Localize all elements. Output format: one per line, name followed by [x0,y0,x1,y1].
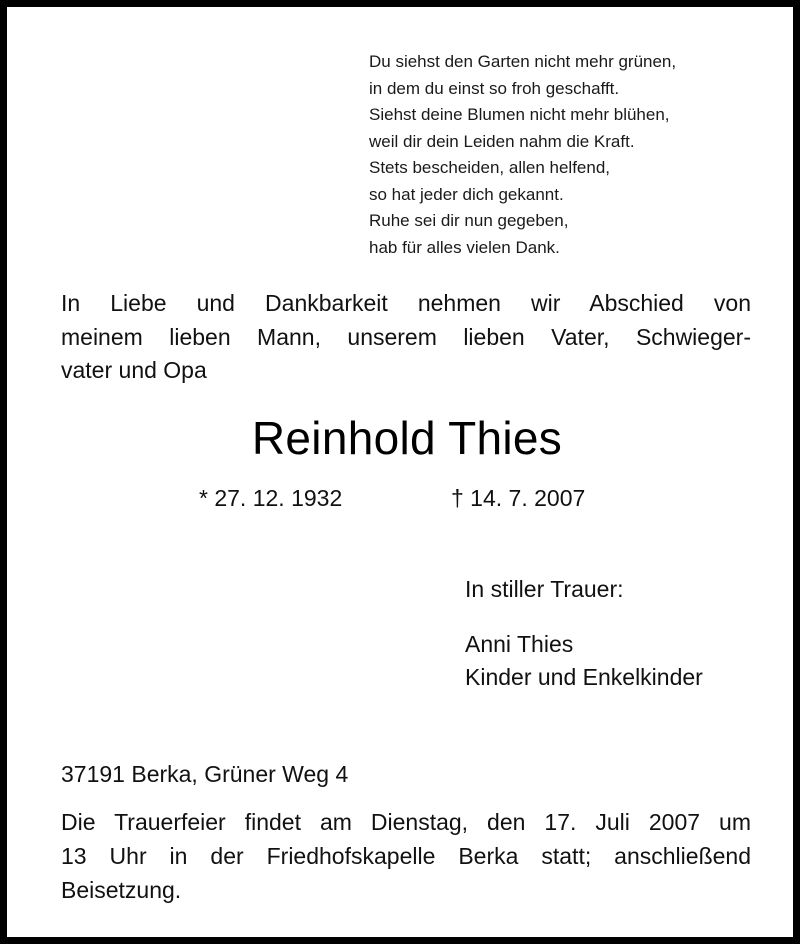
poem-line: Ruhe sei dir nun gegeben, [369,211,569,230]
deceased-name: Reinhold Thies [251,412,563,464]
mourners-block [465,573,703,694]
service-line: 13 Uhr in der Friedhofskapelle Berka statt; anschließend [61,843,751,869]
poem-line: Du siehst den Garten nicht mehr grünen, [369,52,677,71]
poem-line: Siehst deine Blumen nicht mehr blühen, [369,105,670,124]
intro-line: meinem lieben Mann, unserem lieben Vater, Schwieger- [61,323,751,350]
intro-line: vater und Opa [61,357,207,383]
poem-line: so hat jeder dich gekannt. [369,184,564,204]
farewell-intro [61,287,751,388]
mourner-name: Kinder und Enkelkinder [465,664,703,690]
memorial-poem [369,49,769,261]
mourning-heading: In stiller Trauer: [465,576,624,602]
poem-line: in dem du einst so froh geschafft. [369,78,620,98]
intro-line: In Liebe und Dankbarkeit nehmen wir Abschied von [61,290,751,316]
service-line: Beisetzung. [61,877,182,903]
poem-line: weil dir dein Leiden nahm die Kraft. [369,131,635,151]
service-line: Die Trauerfeier findet am Dienstag, den 17. Juli 2007 um [61,809,751,835]
funeral-service-info [61,805,751,907]
address: 37191 Berka, Grüner Weg 4 [61,761,349,787]
mourner-name: Anni Thies [465,631,574,657]
death-date: † 14. 7. 2007 [451,485,586,511]
poem-line: hab für alles vielen Dank. [369,237,560,257]
birth-date: * 27. 12. 1932 [199,485,343,511]
poem-line: Stets bescheiden, allen helfend, [369,158,611,177]
